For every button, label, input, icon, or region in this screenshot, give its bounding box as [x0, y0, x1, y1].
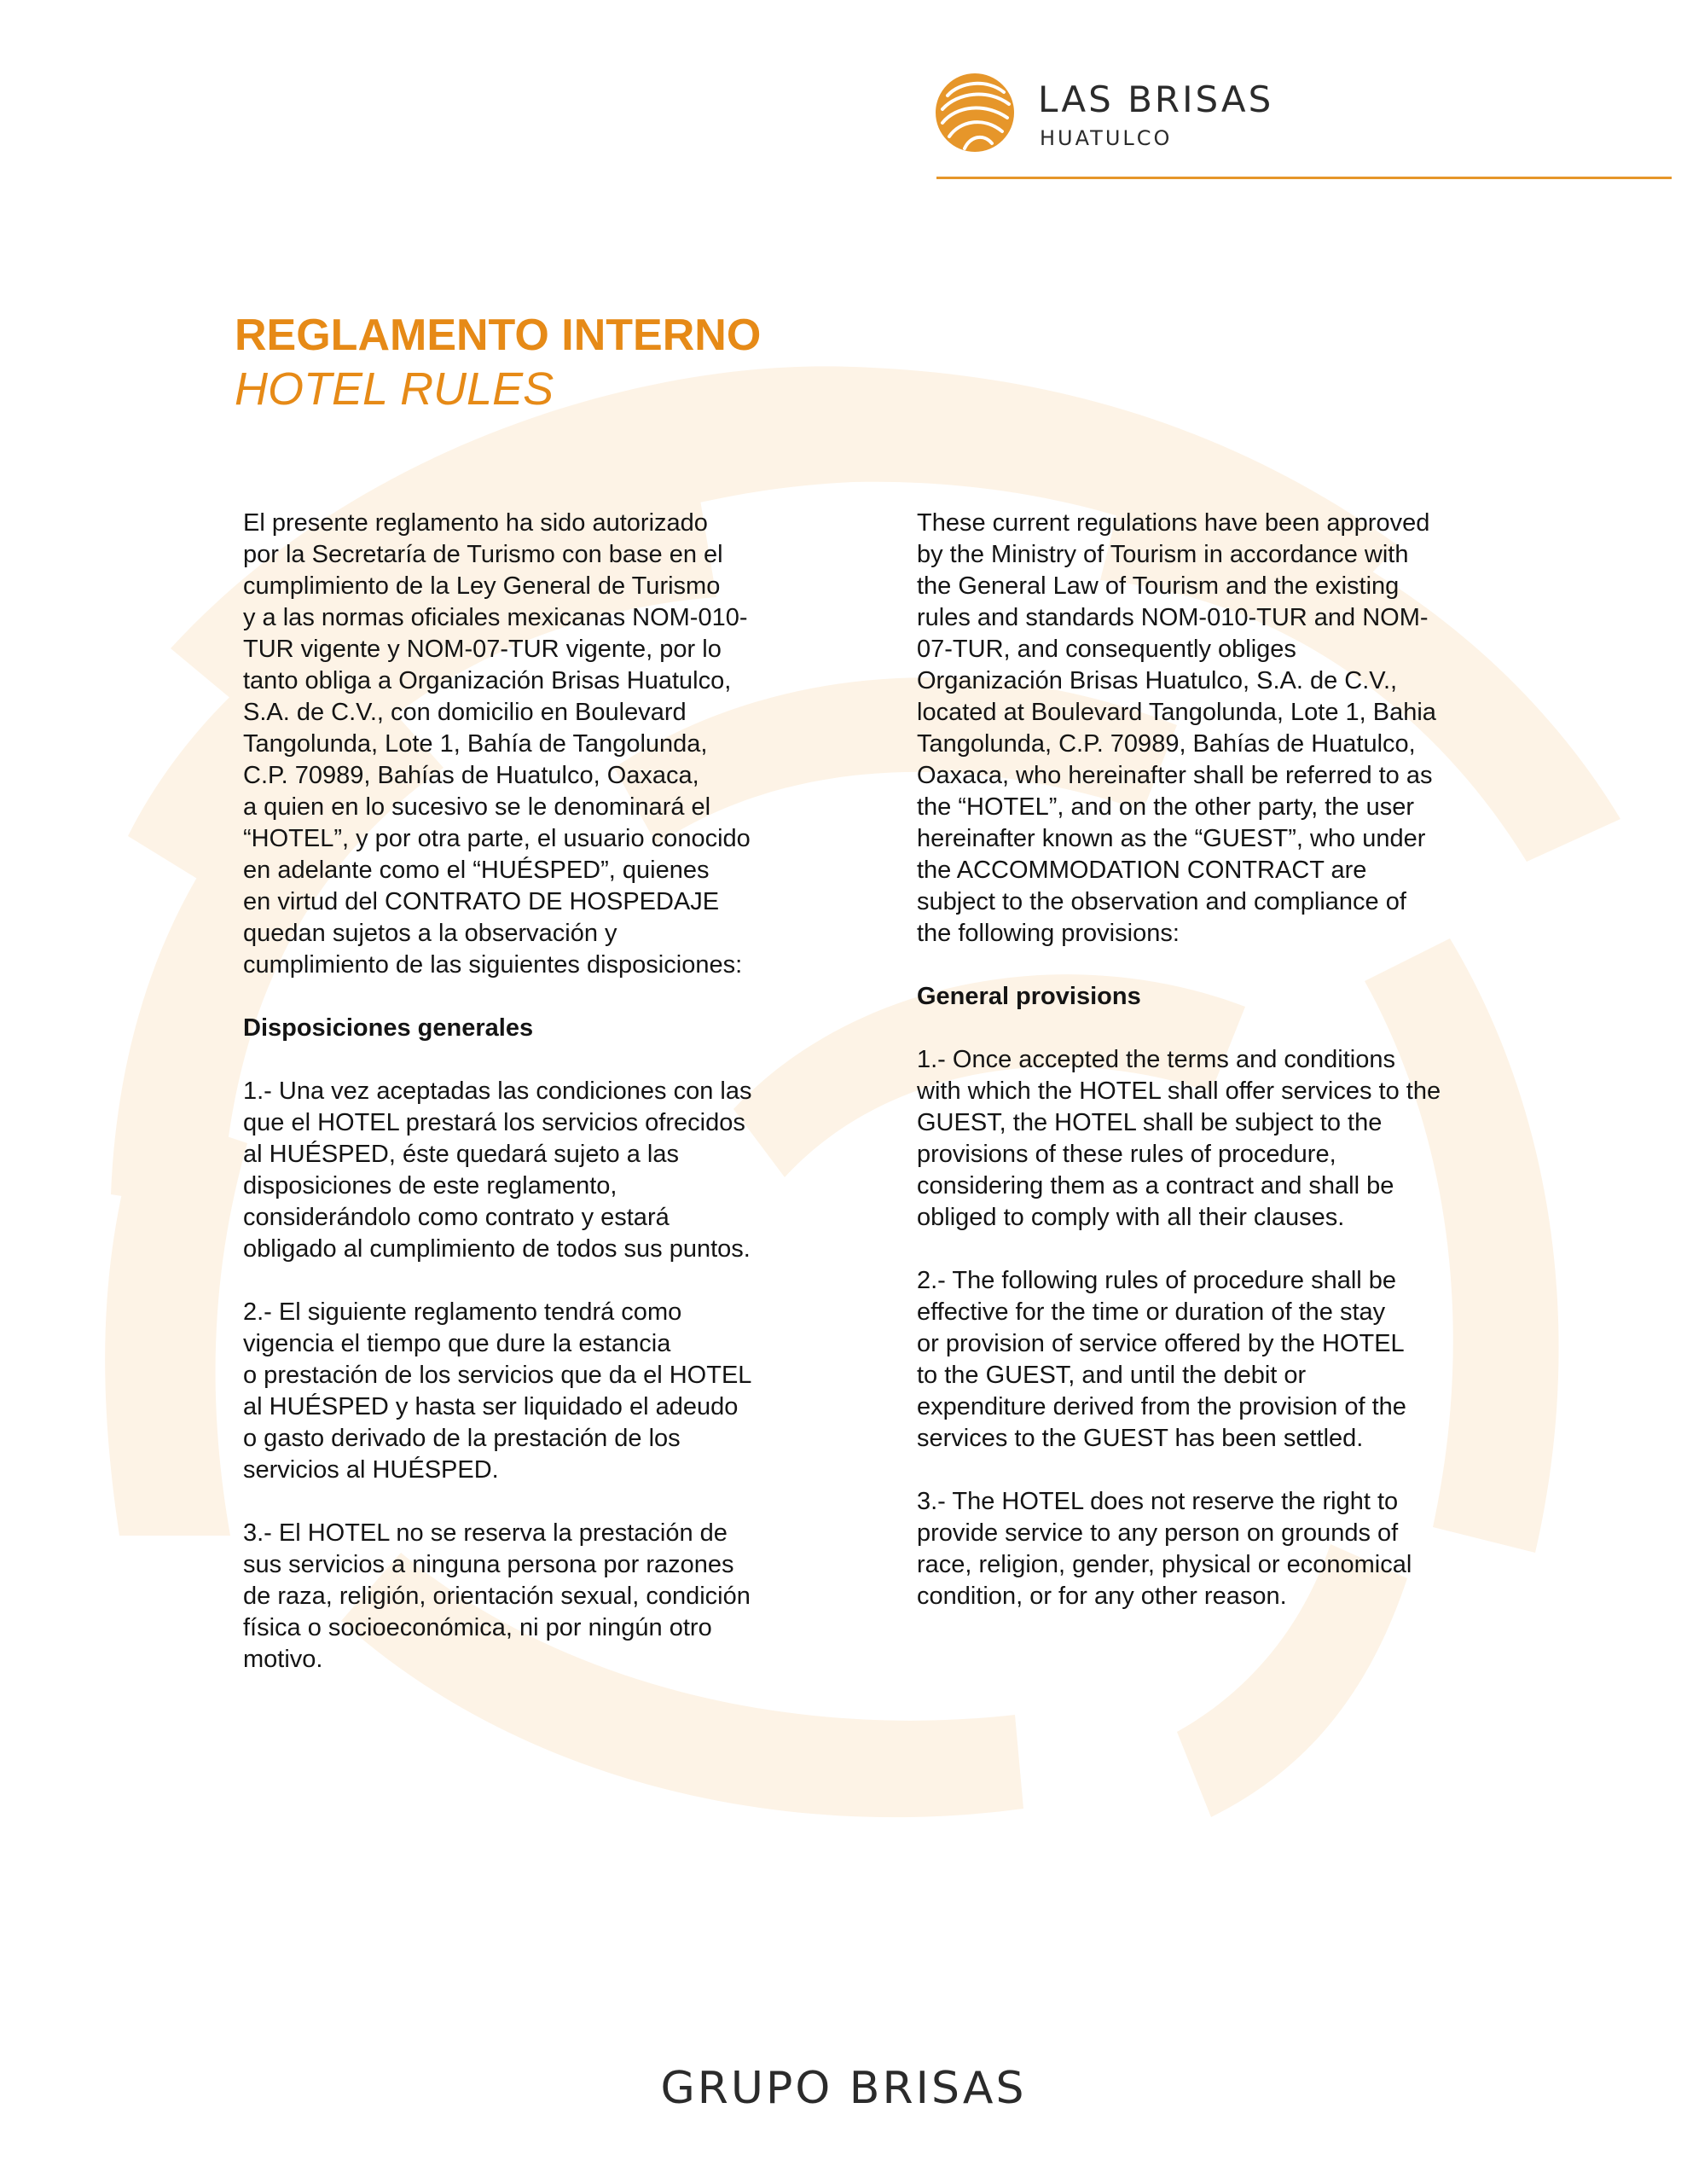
header-divider — [936, 177, 1672, 179]
rule-2-en — [917, 1265, 1531, 1455]
text-line: S.A. de C.V., con domicilio en Boulevard — [243, 699, 687, 726]
rule-1-en — [917, 1044, 1531, 1234]
text-line: to the GUEST, and until the debit or — [917, 1362, 1307, 1389]
text-line: 3.- El HOTEL no se reserva la prestación de — [243, 1519, 728, 1547]
text-line: hereinafter known as the “GUEST”, who under — [917, 825, 1426, 852]
text-line: 3.- The HOTEL does not reserve the right to — [917, 1488, 1399, 1515]
text-line: or provision of service offered by the HOTEL — [917, 1330, 1405, 1357]
english-column — [917, 508, 1531, 1644]
text-line: cumplimiento de la Ley General de Turismo — [243, 572, 721, 600]
text-line: al HUÉSPED y hasta ser liquidado el adeudo — [243, 1393, 739, 1420]
rule-1-es — [243, 1076, 840, 1265]
text-line: Tangolunda, C.P. 70989, Bahías de Huatulco, — [917, 730, 1416, 758]
text-line: cumplimiento de las siguientes disposiciones: — [243, 951, 743, 979]
text-line: C.P. 70989, Bahías de Huatulco, Oaxaca, — [243, 762, 699, 789]
rule-3-en — [917, 1486, 1531, 1612]
text-line: with which the HOTEL shall offer services to the — [917, 1077, 1441, 1105]
text-line: Organización Brisas Huatulco, S.A. de C.V., — [917, 667, 1398, 694]
text-line: 2.- El siguiente reglamento tendrá como — [243, 1298, 682, 1326]
text-line: 2.- The following rules of procedure shall be — [917, 1267, 1397, 1294]
text-line: race, religion, gender, physical or economical — [917, 1551, 1412, 1578]
text-line: by the Ministry of Tourism in accordance with — [917, 541, 1409, 568]
text-line: física o socioeconómica, ni por ningún otro — [243, 1614, 712, 1641]
rule-3-es — [243, 1518, 840, 1676]
text-line: quedan sujetos a la observación y — [243, 920, 617, 947]
text-line: tanto obliga a Organización Brisas Huatulco, — [243, 667, 732, 694]
text-line: por la Secretaría de Turismo con base en el — [243, 541, 723, 568]
text-line: de raza, religión, orientación sexual, condición — [243, 1583, 751, 1610]
brand-name: LAS BRISAS — [1038, 78, 1274, 120]
text-line: considering them as a contract and shall be — [917, 1172, 1394, 1199]
text-line: the following provisions: — [917, 920, 1180, 947]
text-line: rules and standards NOM-010-TUR and NOM- — [917, 604, 1429, 631]
text-line: effective for the time or duration of the stay — [917, 1298, 1386, 1326]
text-line: El presente reglamento ha sido autorizado — [243, 509, 708, 537]
section-heading-en: General provisions — [917, 983, 1141, 1010]
text-line: These current regulations have been approved — [917, 509, 1430, 537]
document-title — [235, 309, 761, 416]
text-line: o gasto derivado de la prestación de los — [243, 1425, 681, 1452]
text-line: a quien en lo sucesivo se le denominará el — [243, 793, 711, 821]
text-line: en virtud del CONTRATO DE HOSPEDAJE — [243, 888, 720, 915]
text-line: the “HOTEL”, and on the other party, the user — [917, 793, 1414, 821]
text-line: servicios al HUÉSPED. — [243, 1456, 499, 1484]
text-line: provisions of these rules of procedure, — [917, 1141, 1336, 1168]
text-line: al HUÉSPED, éste quedará sujeto a las — [243, 1141, 679, 1168]
text-line: condition, or for any other reason. — [917, 1583, 1287, 1610]
text-line: subject to the observation and compliance of — [917, 888, 1406, 915]
text-line: Tangolunda, Lote 1, Bahía de Tangolunda, — [243, 730, 708, 758]
text-line: TUR vigente y NOM-07-TUR vigente, por lo — [243, 636, 722, 663]
text-line: obligado al cumplimiento de todos sus puntos. — [243, 1235, 751, 1263]
text-line: obliged to comply with all their clauses. — [917, 1204, 1345, 1231]
title-english: HOTEL RULES — [235, 363, 554, 415]
rule-2-es — [243, 1297, 840, 1486]
footer-brand: GRUPO BRISAS — [660, 2063, 1027, 2114]
text-line: services to the GUEST has been settled. — [917, 1425, 1364, 1452]
section-heading-es: Disposiciones generales — [243, 1014, 534, 1042]
text-line: en adelante como el “HUÉSPED”, quienes — [243, 857, 710, 884]
text-line: que el HOTEL prestará los servicios ofrecidos — [243, 1109, 745, 1136]
text-line: o prestación de los servicios que da el HOTEL — [243, 1362, 752, 1389]
text-line: located at Boulevard Tangolunda, Lote 1, Bahia — [917, 699, 1436, 726]
text-line: 07-TUR, and consequently obliges — [917, 636, 1296, 663]
text-line: the General Law of Tourism and the existing — [917, 572, 1400, 600]
text-line: vigencia el tiempo que dure la estancia — [243, 1330, 671, 1357]
hotel-logo — [934, 70, 1684, 181]
text-line: 1.- Once accepted the terms and conditions — [917, 1046, 1395, 1073]
text-line: 1.- Una vez aceptadas las condiciones con las — [243, 1077, 752, 1105]
text-line: GUEST, the HOTEL shall be subject to the — [917, 1109, 1383, 1136]
brand-location: HUATULCO — [1040, 126, 1173, 150]
text-line: Oaxaca, who hereinafter shall be referred to as — [917, 762, 1433, 789]
text-line: disposiciones de este reglamento, — [243, 1172, 617, 1199]
text-line: motivo. — [243, 1646, 323, 1673]
title-spanish: REGLAMENTO INTERNO — [235, 311, 762, 360]
intro-paragraph-en — [917, 508, 1531, 950]
text-line: considerándolo como contrato y estará — [243, 1204, 670, 1231]
text-line: expenditure derived from the provision of the — [917, 1393, 1406, 1420]
text-line: “HOTEL”, y por otra parte, el usuario conocido — [243, 825, 751, 852]
las-brisas-logo-icon — [934, 70, 1016, 155]
spanish-column — [243, 508, 840, 1707]
text-line: provide service to any person on grounds of — [917, 1519, 1399, 1547]
text-line: y a las normas oficiales mexicanas NOM-010- — [243, 604, 748, 631]
text-line: the ACCOMMODATION CONTRACT are — [917, 857, 1367, 884]
text-line: sus servicios a ninguna persona por razones — [243, 1551, 734, 1578]
intro-paragraph-es — [243, 508, 840, 981]
